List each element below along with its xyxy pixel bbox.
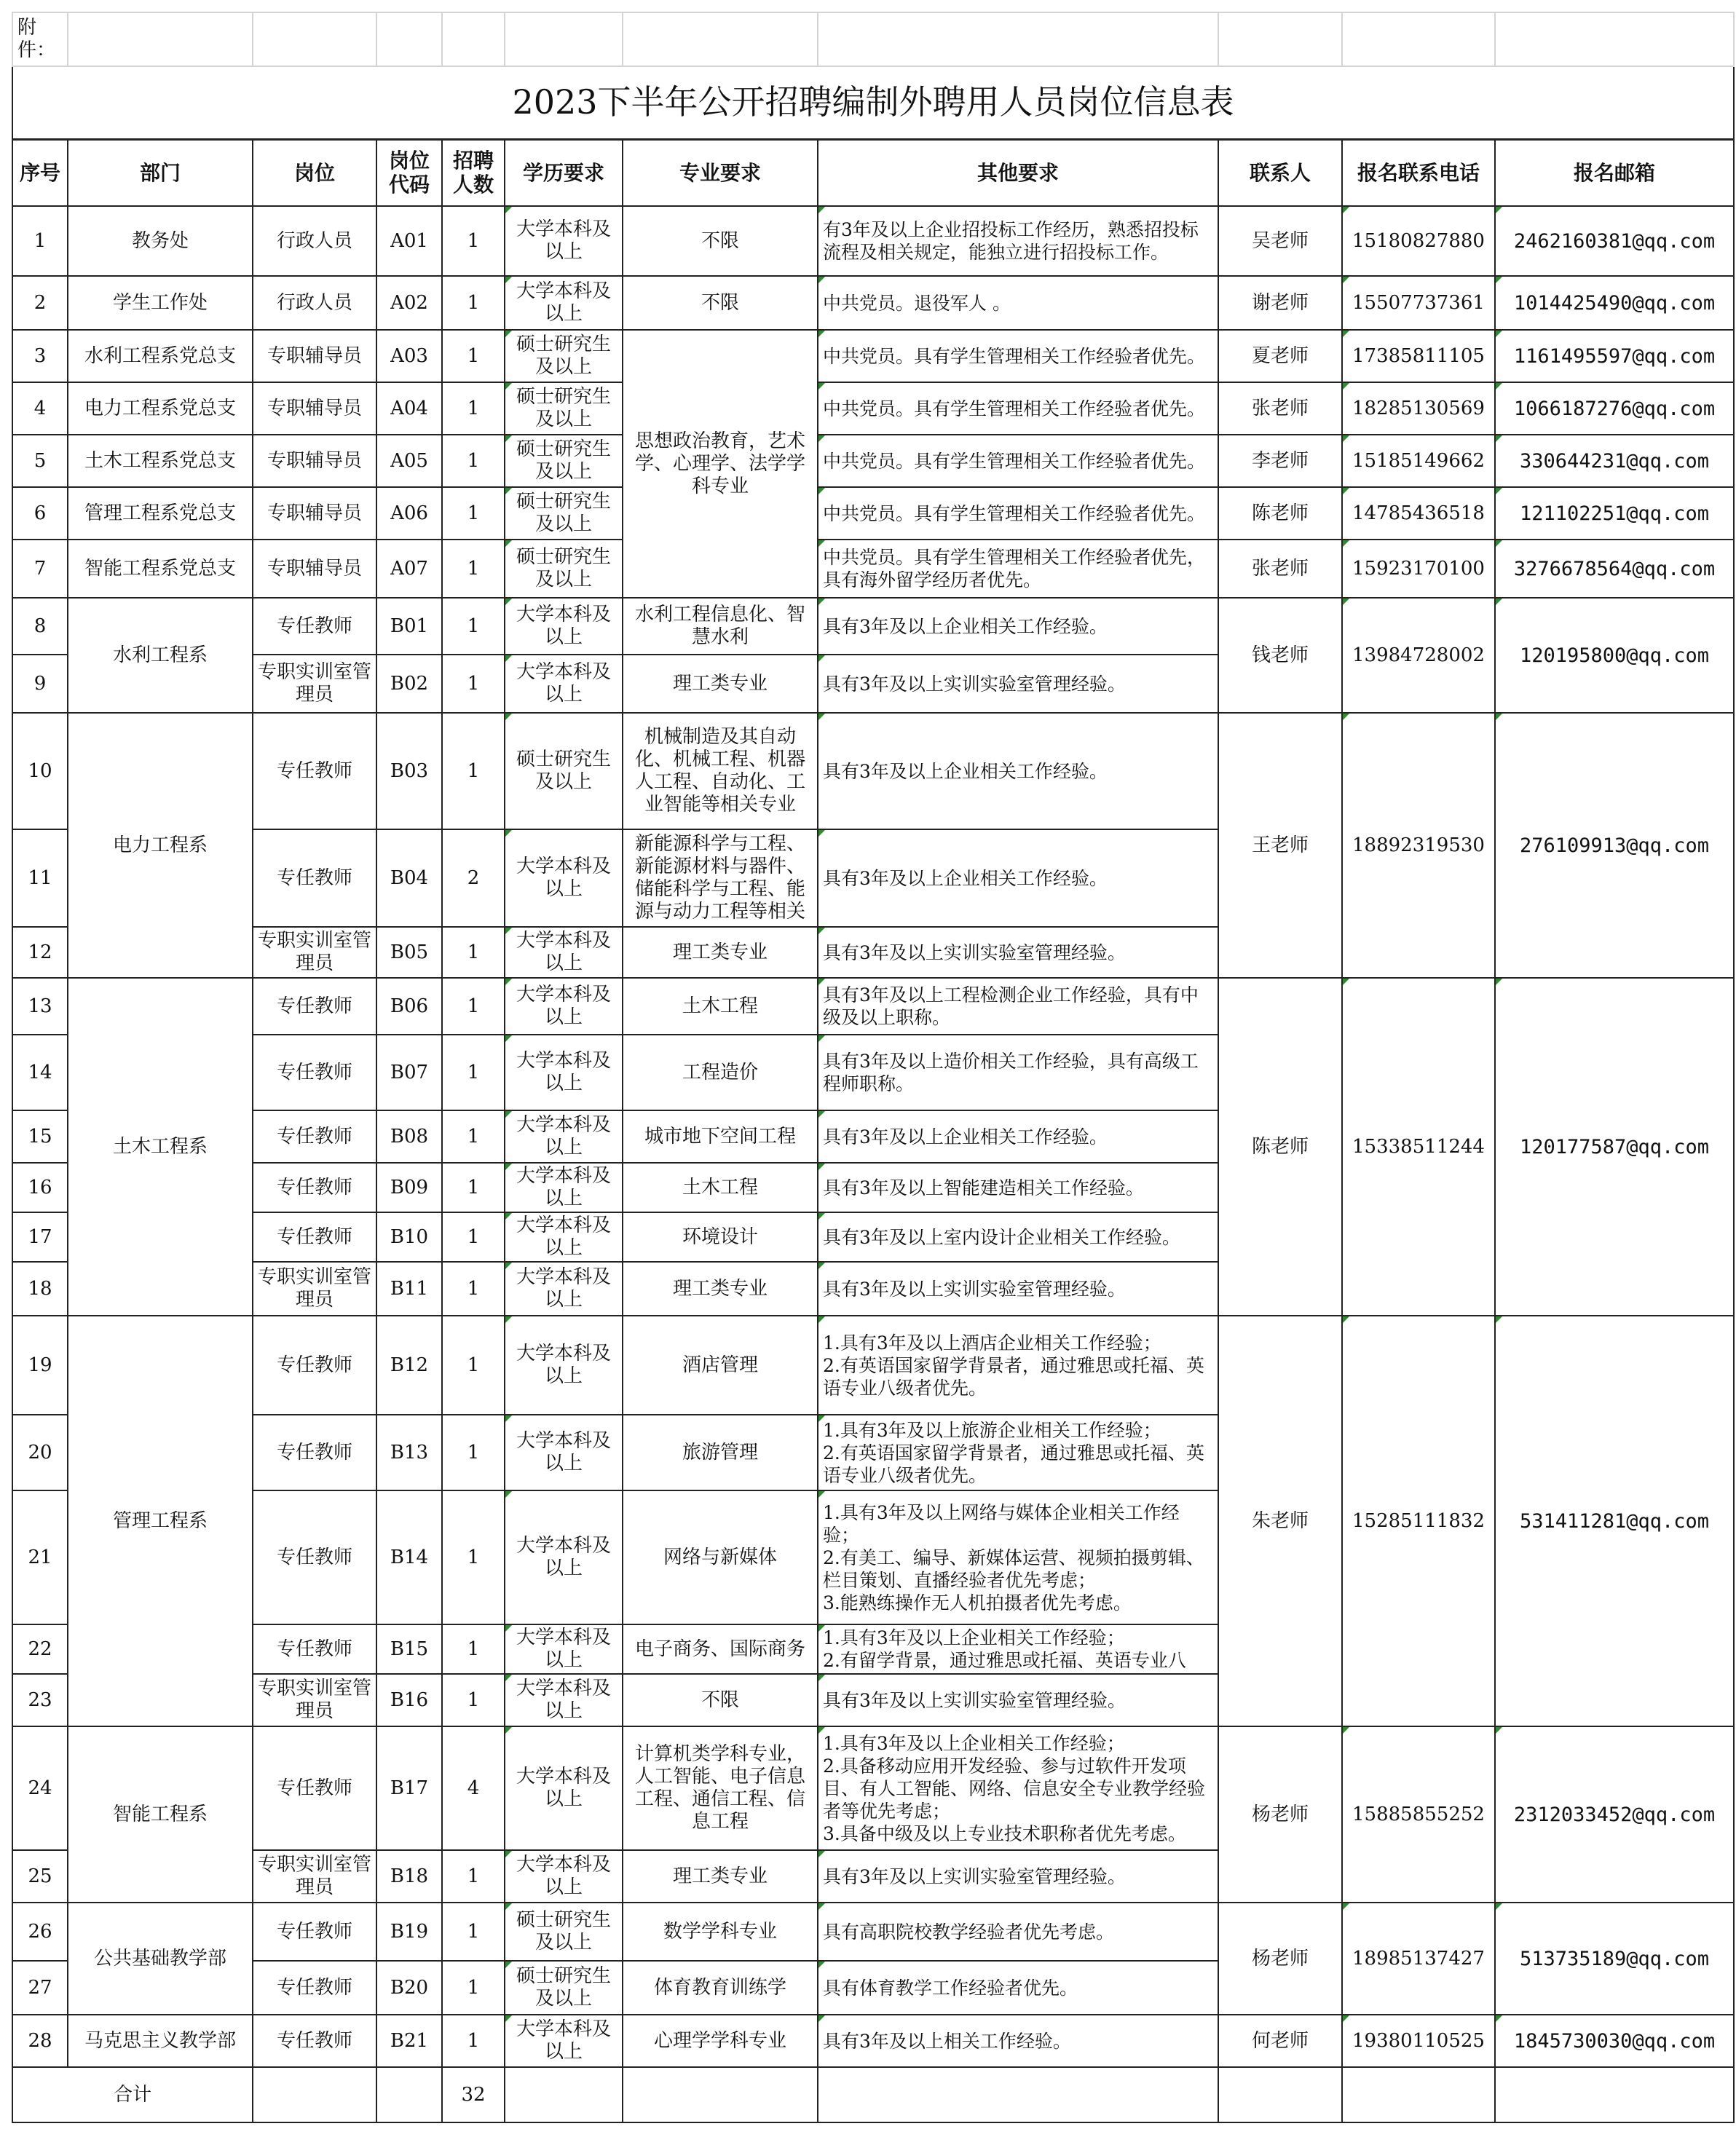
contact-cell: 张老师: [1218, 540, 1342, 598]
count-cell: 1: [442, 1163, 505, 1212]
contact-cell: 钱老师: [1218, 598, 1342, 713]
major-cell: 不限: [623, 276, 818, 330]
seq-cell: 14: [12, 1035, 68, 1110]
count-cell: 1: [442, 1316, 505, 1415]
seq-cell: 19: [12, 1316, 68, 1415]
major-cell: 不限: [623, 1674, 818, 1726]
code-cell: B04: [376, 829, 442, 927]
post-cell: 专任教师: [253, 1624, 376, 1674]
post-cell: 专任教师: [253, 1316, 376, 1415]
count-cell: 1: [442, 206, 505, 276]
dept-cell: 公共基础教学部: [68, 1903, 253, 2015]
major-cell: 环境设计: [623, 1212, 818, 1262]
seq-cell: 7: [12, 540, 68, 598]
count-cell: 1: [442, 487, 505, 540]
edu-cell: 大学本科及以上: [505, 1316, 623, 1415]
other-cell: 具有3年及以上造价相关工作经验，具有高级工程师职称。: [818, 1035, 1218, 1110]
code-cell: A07: [376, 540, 442, 598]
contact-cell: 李老师: [1218, 435, 1342, 487]
count-cell: 1: [442, 713, 505, 829]
other-cell: 具有高职院校教学经验者优先考虑。: [818, 1903, 1218, 1961]
other-cell: 1.具有3年及以上网络与媒体企业相关工作经验； 2.有美工、编导、新媒体运营、视频拍摄剪辑、栏目策划、直播经验者优先考虑； 3.能熟练操作无人机拍摄者优先考虑。: [818, 1490, 1218, 1624]
contact-cell: 夏老师: [1218, 330, 1342, 382]
other-cell: 具有3年及以上企业相关工作经验。: [818, 713, 1218, 829]
code-cell: B14: [376, 1490, 442, 1624]
code-cell: B21: [376, 2015, 442, 2067]
table-row: [12, 2015, 1734, 2067]
other-cell: 1.具有3年及以上企业相关工作经验； 2.具备移动应用开发经验、参与过软件开发项目、有人工智能、网络、信息安全专业教学经验者等优先考虑； 3.具备中级及以上专业技术职称者优先考虑。: [818, 1726, 1218, 1850]
post-cell: 专任教师: [253, 978, 376, 1035]
contact-cell: 谢老师: [1218, 276, 1342, 330]
table-row: [12, 713, 1734, 829]
empty-cell: [253, 2067, 376, 2122]
code-cell: B01: [376, 598, 442, 655]
major-cell: 土木工程: [623, 978, 818, 1035]
phone-cell: 15285111832: [1342, 1316, 1495, 1726]
edu-cell: 大学本科及以上: [505, 978, 623, 1035]
table-row: [12, 1903, 1734, 1961]
phone-cell: 15338511244: [1342, 978, 1495, 1316]
total-count: 32: [442, 2067, 505, 2122]
header-contact: 联系人: [1218, 139, 1342, 206]
header-edu: 学历要求: [505, 139, 623, 206]
edu-cell: 硕士研究生及以上: [505, 382, 623, 435]
email-cell: 2312033452@qq.com: [1495, 1726, 1734, 1903]
email-cell: 1014425490@qq.com: [1495, 276, 1734, 330]
phone-cell: 15185149662: [1342, 435, 1495, 487]
major-cell: 旅游管理: [623, 1415, 818, 1490]
code-cell: A01: [376, 206, 442, 276]
other-cell: 具有3年及以上企业相关工作经验。: [818, 598, 1218, 655]
code-cell: B17: [376, 1726, 442, 1850]
edu-cell: 硕士研究生及以上: [505, 487, 623, 540]
dept-cell: 管理工程系党总支: [68, 487, 253, 540]
count-cell: 1: [442, 1415, 505, 1490]
major-cell: 不限: [623, 206, 818, 276]
other-cell: 具有3年及以上相关工作经验。: [818, 2015, 1218, 2067]
count-cell: 1: [442, 655, 505, 713]
seq-cell: 18: [12, 1262, 68, 1316]
phone-cell: 18892319530: [1342, 713, 1495, 978]
seq-cell: 17: [12, 1212, 68, 1262]
count-cell: 4: [442, 1726, 505, 1850]
other-cell: 中共党员。退役军人 。: [818, 276, 1218, 330]
count-cell: 1: [442, 540, 505, 598]
email-cell: 330644231@qq.com: [1495, 435, 1734, 487]
phone-cell: 15923170100: [1342, 540, 1495, 598]
contact-cell: 杨老师: [1218, 1903, 1342, 2015]
major-cell: 理工类专业: [623, 927, 818, 978]
edu-cell: 硕士研究生及以上: [505, 540, 623, 598]
major-cell: 酒店管理: [623, 1316, 818, 1415]
title-row: [12, 66, 1734, 139]
table-row: [12, 978, 1734, 1035]
dept-cell: 土木工程系: [68, 978, 253, 1316]
seq-cell: 22: [12, 1624, 68, 1674]
post-cell: 专职实训室管理员: [253, 1850, 376, 1903]
phone-cell: 15507737361: [1342, 276, 1495, 330]
edu-cell: 大学本科及以上: [505, 1674, 623, 1726]
edu-cell: 硕士研究生及以上: [505, 713, 623, 829]
post-cell: 专职辅导员: [253, 382, 376, 435]
table-row: [12, 330, 1734, 382]
count-cell: 1: [442, 1110, 505, 1163]
edu-cell: 硕士研究生及以上: [505, 1903, 623, 1961]
seq-cell: 5: [12, 435, 68, 487]
empty-cell: [1218, 2067, 1342, 2122]
header-code: 岗位代码: [376, 139, 442, 206]
edu-cell: 硕士研究生及以上: [505, 435, 623, 487]
count-cell: 1: [442, 1262, 505, 1316]
code-cell: B19: [376, 1903, 442, 1961]
header-seq: 序号: [12, 139, 68, 206]
major-cell: 理工类专业: [623, 655, 818, 713]
other-cell: 中共党员。具有学生管理相关工作经验者优先，具有海外留学经历者优先。: [818, 540, 1218, 598]
recruitment-table: [12, 12, 1735, 2123]
edu-cell: 大学本科及以上: [505, 598, 623, 655]
code-cell: B05: [376, 927, 442, 978]
post-cell: 专任教师: [253, 1163, 376, 1212]
email-cell: 513735189@qq.com: [1495, 1903, 1734, 2015]
table-row: [12, 540, 1734, 598]
edu-cell: 硕士研究生及以上: [505, 330, 623, 382]
post-cell: 行政人员: [253, 206, 376, 276]
table-row: [12, 276, 1734, 330]
post-cell: 专任教师: [253, 829, 376, 927]
table-row: [12, 487, 1734, 540]
post-cell: 专任教师: [253, 1490, 376, 1624]
phone-cell: 13984728002: [1342, 598, 1495, 713]
empty-cell: [1342, 2067, 1495, 2122]
dept-cell: 管理工程系: [68, 1316, 253, 1726]
count-cell: 1: [442, 1035, 505, 1110]
count-cell: 1: [442, 276, 505, 330]
code-cell: B08: [376, 1110, 442, 1163]
contact-cell: 何老师: [1218, 2015, 1342, 2067]
count-cell: 1: [442, 2015, 505, 2067]
email-cell: 3276678564@qq.com: [1495, 540, 1734, 598]
header-row: [12, 139, 1734, 206]
dept-cell: 土木工程系党总支: [68, 435, 253, 487]
phone-cell: 17385811105: [1342, 330, 1495, 382]
major-cell: 新能源科学与工程、新能源材料与器件、储能科学与工程、能源与动力工程等相关: [623, 829, 818, 927]
edu-cell: 大学本科及以上: [505, 206, 623, 276]
empty-cell: [1495, 2067, 1734, 2122]
seq-cell: 23: [12, 1674, 68, 1726]
code-cell: B18: [376, 1850, 442, 1903]
seq-cell: 27: [12, 1961, 68, 2015]
seq-cell: 12: [12, 927, 68, 978]
header-email: 报名邮箱: [1495, 139, 1734, 206]
contact-cell: 张老师: [1218, 382, 1342, 435]
phone-cell: 18985137427: [1342, 1903, 1495, 2015]
post-cell: 专任教师: [253, 1110, 376, 1163]
email-cell: 120195800@qq.com: [1495, 598, 1734, 713]
seq-cell: 8: [12, 598, 68, 655]
contact-cell: 朱老师: [1218, 1316, 1342, 1726]
dept-cell: 水利工程系党总支: [68, 330, 253, 382]
code-cell: A03: [376, 330, 442, 382]
email-cell: 120177587@qq.com: [1495, 978, 1734, 1316]
table-row: [12, 1726, 1734, 1850]
major-cell: 数学学科专业: [623, 1903, 818, 1961]
seq-cell: 1: [12, 206, 68, 276]
phone-cell: 15885855252: [1342, 1726, 1495, 1903]
phone-cell: 18285130569: [1342, 382, 1495, 435]
email-cell: 1161495597@qq.com: [1495, 330, 1734, 382]
count-cell: 1: [442, 1961, 505, 2015]
header-other: 其他要求: [818, 139, 1218, 206]
edu-cell: 大学本科及以上: [505, 655, 623, 713]
major-cell: 思想政治教育，艺术学、心理学、法学学科专业: [623, 330, 818, 598]
other-cell: 具有3年及以上实训实验室管理经验。: [818, 1850, 1218, 1903]
count-cell: 1: [442, 1850, 505, 1903]
email-cell: 121102251@qq.com: [1495, 487, 1734, 540]
other-cell: 具有3年及以上实训实验室管理经验。: [818, 655, 1218, 713]
attachment-label: 附件：: [12, 12, 68, 66]
count-cell: 2: [442, 829, 505, 927]
edu-cell: 大学本科及以上: [505, 829, 623, 927]
contact-cell: 陈老师: [1218, 978, 1342, 1316]
seq-cell: 11: [12, 829, 68, 927]
email-cell: 1066187276@qq.com: [1495, 382, 1734, 435]
count-cell: 1: [442, 382, 505, 435]
edu-cell: 硕士研究生及以上: [505, 1961, 623, 2015]
code-cell: B06: [376, 978, 442, 1035]
post-cell: 专任教师: [253, 1961, 376, 2015]
seq-cell: 4: [12, 382, 68, 435]
other-cell: 具有3年及以上工程检测企业工作经验，具有中级及以上职称。: [818, 978, 1218, 1035]
header-count: 招聘人数: [442, 139, 505, 206]
empty-cell: [818, 2067, 1218, 2122]
code-cell: A05: [376, 435, 442, 487]
seq-cell: 6: [12, 487, 68, 540]
table-row: [12, 435, 1734, 487]
code-cell: B11: [376, 1262, 442, 1316]
dept-cell: 水利工程系: [68, 598, 253, 713]
edu-cell: 大学本科及以上: [505, 1163, 623, 1212]
count-cell: 1: [442, 1674, 505, 1726]
seq-cell: 21: [12, 1490, 68, 1624]
dept-cell: 智能工程系: [68, 1726, 253, 1903]
email-cell: 531411281@qq.com: [1495, 1316, 1734, 1726]
post-cell: 专职辅导员: [253, 487, 376, 540]
other-cell: 具有3年及以上室内设计企业相关工作经验。: [818, 1212, 1218, 1262]
other-cell: 中共党员。具有学生管理相关工作经验者优先。: [818, 487, 1218, 540]
post-cell: 专任教师: [253, 2015, 376, 2067]
contact-cell: 杨老师: [1218, 1726, 1342, 1903]
code-cell: B16: [376, 1674, 442, 1726]
seq-cell: 26: [12, 1903, 68, 1961]
post-cell: 行政人员: [253, 276, 376, 330]
post-cell: 专任教师: [253, 713, 376, 829]
seq-cell: 25: [12, 1850, 68, 1903]
code-cell: B13: [376, 1415, 442, 1490]
edu-cell: 大学本科及以上: [505, 1624, 623, 1674]
code-cell: B09: [376, 1163, 442, 1212]
post-cell: 专职实训室管理员: [253, 1262, 376, 1316]
count-cell: 1: [442, 1212, 505, 1262]
other-cell: 中共党员。具有学生管理相关工作经验者优先。: [818, 435, 1218, 487]
empty-cell: [376, 2067, 442, 2122]
seq-cell: 2: [12, 276, 68, 330]
email-cell: 2462160381@qq.com: [1495, 206, 1734, 276]
edu-cell: 大学本科及以上: [505, 927, 623, 978]
email-cell: 1845730030@qq.com: [1495, 2015, 1734, 2067]
post-cell: 专职辅导员: [253, 540, 376, 598]
code-cell: A06: [376, 487, 442, 540]
major-cell: 理工类专业: [623, 1262, 818, 1316]
dept-cell: 教务处: [68, 206, 253, 276]
count-cell: 1: [442, 1490, 505, 1624]
code-cell: B07: [376, 1035, 442, 1110]
seq-cell: 13: [12, 978, 68, 1035]
seq-cell: 10: [12, 713, 68, 829]
count-cell: 1: [442, 598, 505, 655]
empty-cell: [505, 2067, 623, 2122]
code-cell: B12: [376, 1316, 442, 1415]
dept-cell: 智能工程系党总支: [68, 540, 253, 598]
seq-cell: 20: [12, 1415, 68, 1490]
total-label: 合计: [12, 2067, 253, 2122]
other-cell: 1.具有3年及以上旅游企业相关工作经验； 2.有英语国家留学背景者，通过雅思或托福、英语专业八级者优先。: [818, 1415, 1218, 1490]
table-row: [12, 598, 1734, 655]
major-cell: 工程造价: [623, 1035, 818, 1110]
other-cell: 具有3年及以上实训实验室管理经验。: [818, 1262, 1218, 1316]
major-cell: 计算机类学科专业，人工智能、电子信息工程、通信工程、信息工程: [623, 1726, 818, 1850]
header-dept: 部门: [68, 139, 253, 206]
major-cell: 机械制造及其自动化、机械工程、机器人工程、自动化、工业智能等相关专业: [623, 713, 818, 829]
dept-cell: 马克思主义教学部: [68, 2015, 253, 2067]
major-cell: 城市地下空间工程: [623, 1110, 818, 1163]
post-cell: 专职实训室管理员: [253, 1674, 376, 1726]
edu-cell: 大学本科及以上: [505, 276, 623, 330]
count-cell: 1: [442, 330, 505, 382]
count-cell: 1: [442, 435, 505, 487]
seq-cell: 3: [12, 330, 68, 382]
post-cell: 专职实训室管理员: [253, 927, 376, 978]
code-cell: B10: [376, 1212, 442, 1262]
seq-cell: 28: [12, 2015, 68, 2067]
other-cell: 1.具有3年及以上企业相关工作经验； 2.有留学背景，通过雅思或托福、英语专业八: [818, 1624, 1218, 1674]
edu-cell: 大学本科及以上: [505, 1850, 623, 1903]
count-cell: 1: [442, 1903, 505, 1961]
seq-cell: 9: [12, 655, 68, 713]
post-cell: 专任教师: [253, 1903, 376, 1961]
table-row: [12, 1316, 1734, 1415]
post-cell: 专任教师: [253, 598, 376, 655]
edu-cell: 大学本科及以上: [505, 1490, 623, 1624]
post-cell: 专职辅导员: [253, 435, 376, 487]
edu-cell: 大学本科及以上: [505, 1726, 623, 1850]
dept-cell: 电力工程系党总支: [68, 382, 253, 435]
other-cell: 具有3年及以上企业相关工作经验。: [818, 1110, 1218, 1163]
phone-cell: 19380110525: [1342, 2015, 1495, 2067]
major-cell: 电子商务、国际商务: [623, 1624, 818, 1674]
count-cell: 1: [442, 1624, 505, 1674]
edu-cell: 大学本科及以上: [505, 1212, 623, 1262]
major-cell: 水利工程信息化、智慧水利: [623, 598, 818, 655]
major-cell: 心理学学科专业: [623, 2015, 818, 2067]
other-cell: 中共党员。具有学生管理相关工作经验者优先。: [818, 330, 1218, 382]
code-cell: B15: [376, 1624, 442, 1674]
edu-cell: 大学本科及以上: [505, 1035, 623, 1110]
code-cell: B03: [376, 713, 442, 829]
header-phone: 报名联系电话: [1342, 139, 1495, 206]
dept-cell: 学生工作处: [68, 276, 253, 330]
email-cell: 276109913@qq.com: [1495, 713, 1734, 978]
post-cell: 专任教师: [253, 1212, 376, 1262]
major-cell: 理工类专业: [623, 1850, 818, 1903]
table-row: [12, 382, 1734, 435]
count-cell: 1: [442, 978, 505, 1035]
header-major: 专业要求: [623, 139, 818, 206]
header-post: 岗位: [253, 139, 376, 206]
seq-cell: 16: [12, 1163, 68, 1212]
total-row: [12, 2067, 1734, 2122]
code-cell: A02: [376, 276, 442, 330]
attachment-row: [12, 12, 1734, 66]
other-cell: 具有3年及以上智能建造相关工作经验。: [818, 1163, 1218, 1212]
edu-cell: 大学本科及以上: [505, 1110, 623, 1163]
contact-cell: 陈老师: [1218, 487, 1342, 540]
count-cell: 1: [442, 927, 505, 978]
other-cell: 1.具有3年及以上酒店企业相关工作经验； 2.有英语国家留学背景者，通过雅思或托福、英语专业八级者优先。: [818, 1316, 1218, 1415]
contact-cell: 吴老师: [1218, 206, 1342, 276]
post-cell: 专任教师: [253, 1415, 376, 1490]
other-cell: 具有体育教学工作经验者优先。: [818, 1961, 1218, 2015]
seq-cell: 24: [12, 1726, 68, 1850]
table-row: [12, 206, 1734, 276]
code-cell: B20: [376, 1961, 442, 2015]
major-cell: 网络与新媒体: [623, 1490, 818, 1624]
seq-cell: 15: [12, 1110, 68, 1163]
other-cell: 具有3年及以上企业相关工作经验。: [818, 829, 1218, 927]
post-cell: 专任教师: [253, 1035, 376, 1110]
page-title: 2023下半年公开招聘编制外聘用人员岗位信息表: [12, 66, 1734, 139]
code-cell: A04: [376, 382, 442, 435]
phone-cell: 15180827880: [1342, 206, 1495, 276]
major-cell: 土木工程: [623, 1163, 818, 1212]
empty-cell: [623, 2067, 818, 2122]
other-cell: 具有3年及以上实训实验室管理经验。: [818, 927, 1218, 978]
edu-cell: 大学本科及以上: [505, 1262, 623, 1316]
edu-cell: 大学本科及以上: [505, 1415, 623, 1490]
edu-cell: 大学本科及以上: [505, 2015, 623, 2067]
post-cell: 专职辅导员: [253, 330, 376, 382]
phone-cell: 14785436518: [1342, 487, 1495, 540]
code-cell: B02: [376, 655, 442, 713]
other-cell: 具有3年及以上实训实验室管理经验。: [818, 1674, 1218, 1726]
major-cell: 体育教育训练学: [623, 1961, 818, 2015]
post-cell: 专职实训室管理员: [253, 655, 376, 713]
contact-cell: 王老师: [1218, 713, 1342, 978]
other-cell: 中共党员。具有学生管理相关工作经验者优先。: [818, 382, 1218, 435]
dept-cell: 电力工程系: [68, 713, 253, 978]
post-cell: 专任教师: [253, 1726, 376, 1850]
other-cell: 有3年及以上企业招投标工作经历，熟悉招投标流程及相关规定，能独立进行招投标工作。: [818, 206, 1218, 276]
